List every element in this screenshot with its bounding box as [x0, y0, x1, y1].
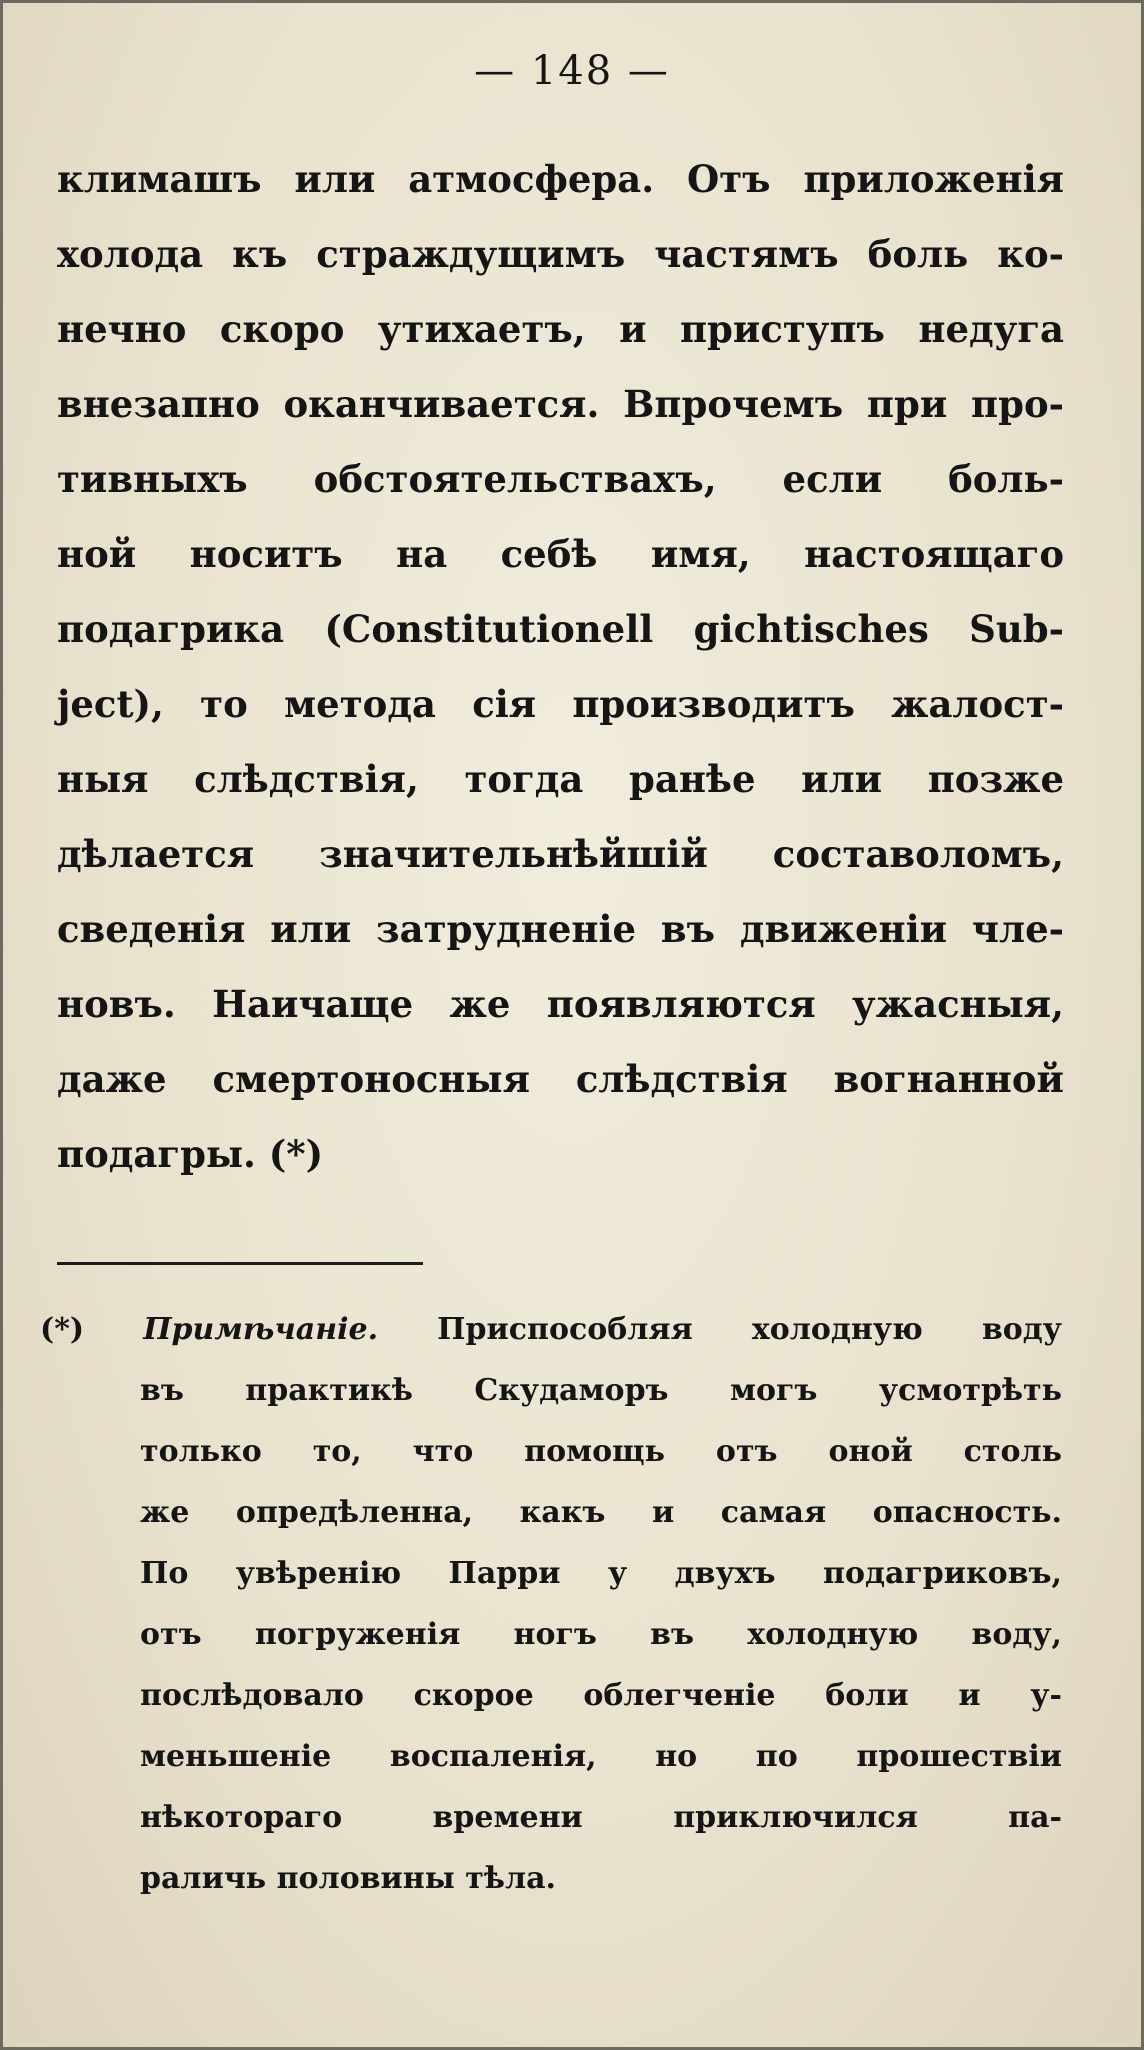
- body-line: ной носитъ на себѣ имя, настоящаго: [57, 532, 1064, 576]
- body-line: холода къ страждущимъ частямъ боль ко-: [57, 232, 1064, 276]
- body-line: подагрика (Constitutionell gichtisches Sub-: [57, 607, 1064, 651]
- footnote-line: нѣкотораго времени приключился па-: [140, 1800, 1062, 1835]
- footnote-line: же опредѣленна, какъ и самая опасность.: [140, 1495, 1062, 1530]
- footnote-first-line: [40, 1300, 1062, 1360]
- body-line: подагры. (*): [57, 1132, 324, 1176]
- footnote-line: въ практикѣ Скудаморъ могъ усмотрѣть: [140, 1373, 1062, 1408]
- footnote-divider: [57, 1262, 423, 1265]
- footnote-line: раличь половины тѣла.: [140, 1861, 557, 1896]
- body-line: нечно скоро утихаетъ, и приступъ недуга: [57, 307, 1064, 351]
- footnote-title: Примѣчаніе.: [143, 1312, 379, 1347]
- footnote-marker: (*): [40, 1312, 85, 1347]
- footnote-line: меньшеніе воспаленія, но по прошествіи: [140, 1739, 1062, 1774]
- footnote-first-line-text: Приспособляя холодную воду: [437, 1312, 1062, 1347]
- body-line: внезапно оканчивается. Впрочемъ при про-: [57, 382, 1064, 426]
- body-line: ныя слѣдствія, тогда ранѣе или позже: [57, 757, 1064, 801]
- body-line: новъ. Наичаще же появляются ужасныя,: [57, 982, 1064, 1026]
- body-line: дѣлается значительнѣйшій составоломъ,: [57, 832, 1064, 876]
- body-line: сведенія или затрудненіе въ движеніи чле-: [57, 907, 1064, 951]
- body-line: климашъ или атмосфера. Отъ приложенія: [57, 157, 1064, 201]
- footnote-line: отъ погруженія ногъ въ холодную воду,: [140, 1617, 1062, 1652]
- body-line: даже смертоносныя слѣдствія вогнанной: [57, 1057, 1064, 1101]
- body-line: ject), то метода сія производитъ жалост-: [57, 682, 1064, 726]
- footnote-line: послѣдовало скорое облегченіе боли и у-: [140, 1678, 1062, 1713]
- body-line: тивныхъ обстоятельствахъ, если боль-: [57, 457, 1064, 501]
- page-number: — 148 —: [474, 48, 670, 94]
- footnote-line: только то, что помощь отъ оной столь: [140, 1434, 1062, 1469]
- footnote-line: По увѣренію Парри у двухъ подагриковъ,: [140, 1556, 1062, 1591]
